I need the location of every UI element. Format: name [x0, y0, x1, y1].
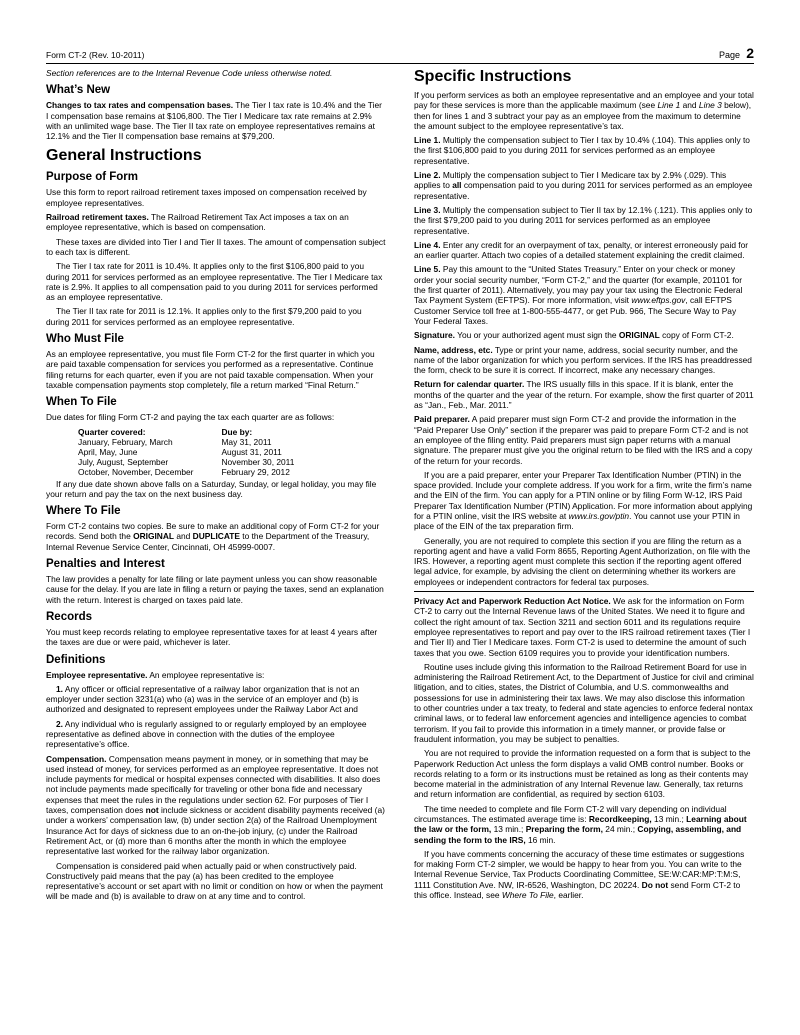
employee-rep-definition: Employee representative. An employee representative is:: [46, 669, 265, 680]
routine-uses-text: Routine uses include giving this information to the Railroad Retirement Board for use in administering the Railroad Retirement Act, to the Department of Justice for civil and criminal litigation, and to cities, states, the District of Columbia, and U.S. commonwealths and possessions for use in administering their tax laws. We may also disclose this information to other countries under a tax treaty, to federal and state agencies to enforce federal nontax criminal laws, or to federal law enforcement agencies and intelligence agencies to combat terrorism. If you fail to provide this information in a timely manner, or provide false or fraudulent information, you may be subject to penalties.: [414, 661, 754, 744]
purpose-p5: The Tier II tax rate for 2011 is 12.1%. It applies only to the first $79,200 paid to you during 2011 for services performed as an employee representative.: [46, 306, 362, 327]
records-text: You must keep records relating to employee representative taxes for at least 4 years after the taxes are due or were paid, whichever is later.: [46, 626, 378, 648]
compensation-definition: Compensation. Compensation means payment in money, or in something that may be used instead of money, for services performed as an employee representative. It does not include payments for medical or hospital expenses connected with disabilities. It also does not include payments made specifically for traveling or other bona fide and necessary expenses that meet the rules in the regulations under section 62. For purposes of Tier I taxes, compensation does not include sickness or accident disability payments received (a) under a workers’ compensation law, (b) under section 2(a) of the Railroad Unemployment Insurance Act for days of sickness due to an on-the-job injury, (c) under the Railroad Retirement Act, or (d) more than 6 months after the month in which the employee representative last worked for the railway labor organization.: [46, 753, 385, 857]
page-label: Page: [718, 50, 740, 60]
running-header: [46, 45, 754, 64]
col-quarter-header: Quarter covered:: [78, 426, 146, 437]
whats-new-heading: What’s New: [46, 84, 111, 97]
header-rule: [46, 63, 754, 64]
penalties-heading: Penalties and Interest: [46, 558, 165, 571]
comments-text: If you have comments concerning the accuracy of these time estimates or suggestions for making Form CT-2 simpler, we would be happy to hear from you. You can write to the Internal Revenue Service, Tax Products Coordinating Committee, SE:W:CAR:MP:T:M:S, 1111 Constitution Ave. NW, IR-6526, Washington, DC 20224. Do not send Form CT-2 to this office. Instead, see Where To File, earlier.: [414, 848, 745, 901]
quarter-cell: January, February, March: [78, 436, 173, 447]
definitions-heading: Definitions: [46, 653, 106, 666]
privacy-notice-text: Privacy Act and Paperwork Reduction Act Notice. We ask for the information on Form CT-2 to carry out the Internal Revenue laws of the United States. We need it to figure and collect the right amount of tax. Section 3211 and section 6011 and its regulations require employee representatives to report and pay over to the IRS railroad retirement taxes (Tier I and Tier II) and Tier I Medicare taxes. Form CT-2 is used to determine the amount of such taxes that you owe. Section 6109 requires you to provide your identification numbers.: [414, 596, 751, 658]
purpose-p4: The Tier I tax rate for 2011 is 10.4%. It applies only to the first $106,800 paid to you during 2011 for services performed as an employee representative. The Tier I Medicare tax rate is 2.9%. It applies to all compensation paid to you during 2011 for services performed as an employee representative.: [46, 261, 383, 303]
due-cell: August 31, 2011: [221, 446, 282, 457]
specific-intro: If you perform services as both an employee representative and an employee and your total pay for these services is more than the applicable maximum (see Line 1 and Line 3 below), then for lines 1 and 3 subtract your pay as an employee from the maximum to determine the amount subject to the employee representative’s tax.: [414, 90, 754, 131]
signature-text: Signature. You or your authorized agent must sign the ORIGINAL copy of Form CT-2.: [414, 330, 734, 341]
definition-item-1: 1. Any officer or official representative of a railway labor organization that is not an employer under section 3231(a) who (a) was in the service of an employer and (b) is authorized and designated to represent employees under the Railway Labor Act and: [46, 683, 360, 715]
penalties-text: The law provides a penalty for late filing or late payment unless you can show reasonable cause for the delay. If you are late in filing a return or paying the taxes, send an explanation with the return. Interest is charged on taxes paid late.: [46, 574, 384, 605]
when-to-file-heading: When To File: [46, 396, 117, 409]
quarter-cell: July, August, September: [78, 456, 169, 467]
name-address-text: Name, address, etc. Type or print your name, address, social security number, and the name of the labor organization for which you perform services. If the IRS has preaddressed the form, check to be sure it is correct. If incorrect, make any necessary changes.: [414, 344, 752, 376]
line-5-text: Line 5. Pay this amount to the “United States Treasury.” Enter on your check or money order your social security number, “Form CT-2,” and the quarter (for example, 201101 for the first quarter of 2011). Alternatively, you may pay your tax using the Electronic Federal Tax Payment System (EFTPS). For more information, visit www.eftps.gov, call EFTPS Customer Service toll free at 1-800-555-4477, or get Pub. 966, The Secure Way to Pay Your Federal Taxes.: [414, 264, 743, 326]
left-column: [46, 68, 386, 906]
line-1-text: Line 1. Multiply the compensation subject to Tier I tax by 10.4% (.104). This applies only to the first $106,800 paid to you during 2011 for services performed as an employee representative.: [414, 135, 750, 166]
table-row: [78, 457, 322, 467]
form-id: Form CT-2 (Rev. 10-2011): [46, 50, 145, 60]
return-quarter-text: Return for calendar quarter. The IRS usually fills in this space. If it is blank, enter the months of the quarter and the year of the return. For example, show the first quarter of 2011 as “Jan., Feb., Mar. 2011.”: [414, 379, 754, 411]
ptin-text: If you are a paid preparer, enter your Preparer Tax Identification Number (PTIN) in the space provided. Include your complete address. If you work for a firm, write the firm’s name and the EIN of the firm. You can apply for a PTIN online or by filing Form W-12, IRS Paid Preparer Tax Identification Number (PTIN) Application. For more information about applying for a PTIN online, visit the IRS website at www.irs.gov/ptin. You cannot use your PTIN in place of the EIN of the tax preparation firm.: [414, 469, 753, 532]
specific-instructions-heading: Specific Instructions: [414, 68, 572, 85]
table-row: [78, 467, 322, 477]
definition-item-2: 2. Any individual who is regularly assigned to or regularly employed by an employee representative as defined above in connection with the duties of the employee representative’s office.: [46, 718, 367, 750]
paid-preparer-text: Paid preparer. A paid preparer must sign Form CT-2 and provide the information in the “Paid Preparer Use Only” section if the preparer was paid to prepare Form CT-2 and is not an employee of the filing entity. Paid preparers must sign paper returns with a manual signature. The preparer must give you the original return to be filed with the IRS and a copy of the return for your records.: [414, 414, 753, 466]
where-to-file-heading: Where To File: [46, 505, 121, 518]
line-3-text: Line 3. Multiply the compensation subject to Tier II tax by 12.1% (.121). This applies only to the first $79,200 paid to you during 2011 for services performed as an employee representative.: [414, 204, 753, 236]
line-2-text: Line 2. Multiply the compensation subject to Tier I Medicare tax by 2.9% (.029). This applies to all compensation paid to you during 2011 for services performed as an employee representative.: [414, 170, 753, 201]
due-cell: February 29, 2012: [221, 466, 290, 477]
not-required-text: You are not required to provide the information requested on a form that is subject to the Paperwork Reduction Act unless the form displays a valid OMB control number. Books or records relating to a form or its instructions must be retained as long as their contents may become material in the administration of any Internal Revenue law. Generally, tax returns and return information are confidential, as required by section 6103.: [414, 748, 751, 800]
right-column: [414, 68, 754, 904]
who-must-file-heading: Who Must File: [46, 333, 124, 346]
due-date-note: If any due date shown above falls on a Saturday, Sunday, or legal holiday, you may file your return and pay the tax on the next business day.: [46, 478, 377, 499]
reporting-agent-text: Generally, you are not required to complete this section if you are filing the return as a reporting agent and have a valid Form 8655, Reporting Agent Authorization, on file with the IRS. However, a reporting agent must complete this section if the reporting agent offered legal advice, for example, by advising the client on determining whether its workers are employees or independent contractors for federal tax purposes.: [414, 535, 751, 587]
table-row: [78, 447, 322, 457]
table-row: [78, 437, 322, 447]
line-4-text: Line 4. Enter any credit for an overpayment of tax, penalty, or interest erroneously paid for an earlier quarter. Attach two copies of a detailed statement explaining the credit claimed.: [414, 239, 749, 261]
records-heading: Records: [46, 610, 93, 623]
quarter-cell: April, May, June: [78, 446, 138, 457]
due-cell: May 31, 2011: [221, 436, 272, 447]
where-to-file-text: Form CT-2 contains two copies. Be sure to make an additional copy of Form CT-2 for your records. Send both the ORIGINAL and DUPLICATE to the Department of the Treasury, Internal Revenue Service Center, Cincinnati, OH 45999-0007.: [46, 521, 380, 552]
section-rule: [414, 591, 754, 592]
due-dates-table: [78, 427, 322, 477]
due-cell: November 30, 2011: [221, 456, 295, 467]
compensation-paid-text: Compensation is considered paid when actually paid or when constructively paid. Constructively paid means that the pay (a) has been credited to the employee representative’s account or set apart with no limit or condition on how or when the payment will be made and (b) is available to draw on at any time and to control.: [46, 860, 383, 902]
purpose-heading: Purpose of Form: [46, 171, 139, 184]
purpose-p1: Use this form to report railroad retirement taxes imposed on compensation received by employee representatives.: [46, 187, 367, 208]
section-note: Section references are to the Internal Revenue Code unless otherwise noted.: [46, 68, 333, 78]
col-due-header: Due by:: [221, 426, 253, 437]
when-to-file-intro: Due dates for filing Form CT-2 and paying the tax each quarter are as follows:: [46, 412, 335, 423]
quarter-cell: October, November, December: [78, 466, 194, 477]
general-instructions-heading: General Instructions: [46, 147, 202, 165]
page-number: 2: [746, 45, 754, 61]
time-estimate-text: The time needed to complete and file Form CT-2 will vary depending on individual circumstances. The estimated average time is: Recordkeeping, 13 min.; Learning about the law or the form, 13 min.; Preparing the form, 24 min.; Copying, assembling, and sending the form to the IRS, 16 min.: [414, 803, 747, 845]
who-must-file-text: As an employee representative, you must file Form CT-2 for the first quarter in which you are paid taxable compensation for services you performed as a representative. Continue filing returns for each quarter, even if you are not paid taxable compensation. When your taxable compensation payments stop completely, file a return marked “Final Return.”: [46, 349, 375, 390]
purpose-p2: Railroad retirement taxes. The Railroad Retirement Tax Act imposes a tax on an employee representative, which is based on compensation.: [46, 212, 349, 233]
purpose-p3: These taxes are divided into Tier I and Tier II taxes. The amount of compensation subject to each tax is different.: [46, 236, 386, 257]
whats-new-text: Changes to tax rates and compensation bases. The Tier I tax rate is 10.4% and the Tier I compensation base remains at $106,800. The Tier I Medicare tax rate remains at 2.9% with an unlimited wage base. The Tier II tax rate on employee representatives remains at 12.1% and the Tier II compensation base remains at $79,200.: [46, 100, 382, 142]
